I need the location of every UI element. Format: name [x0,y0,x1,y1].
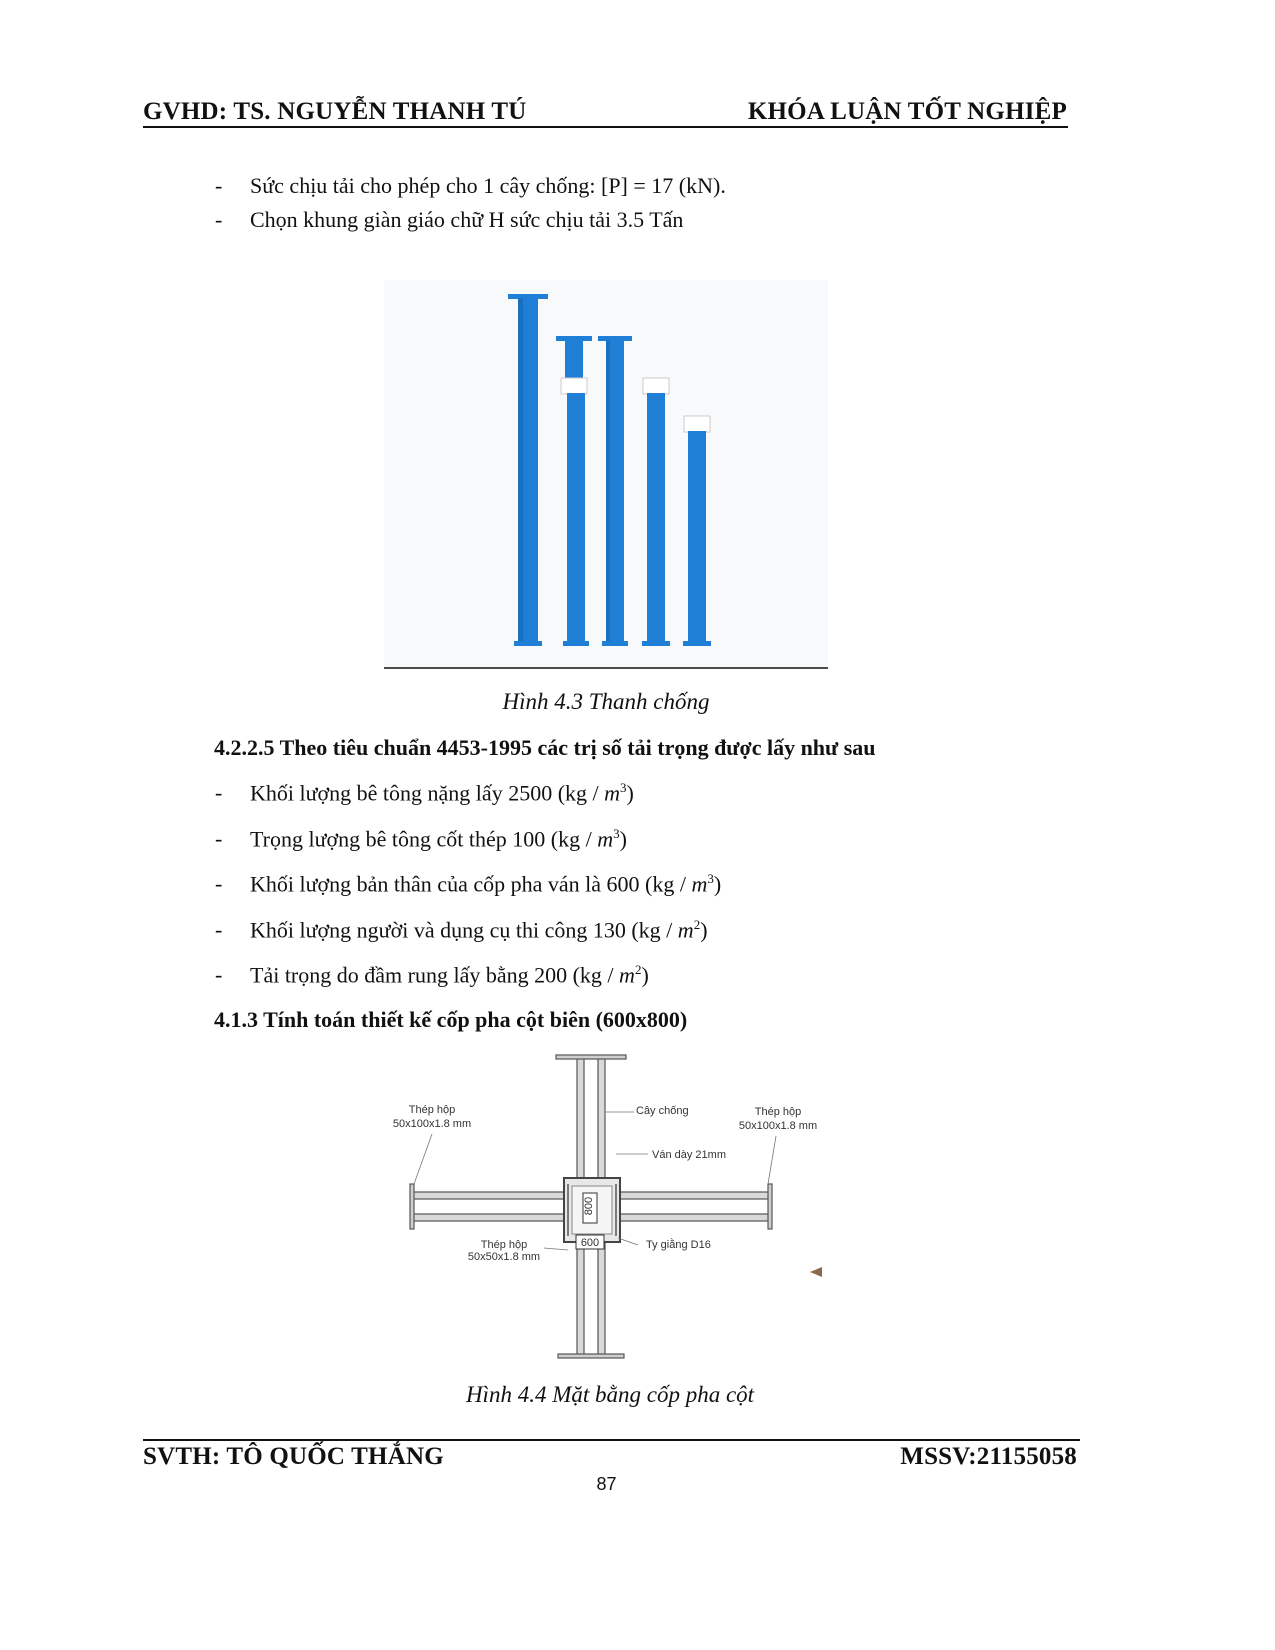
label-right-steel-1: Thép hộp [754,1106,802,1118]
bullet-dash: - [215,871,223,896]
section-4225-title: 4.2.2.5 Theo tiêu chuẩn 4453-1995 các trị số tải trọng được lấy như sau [214,735,876,760]
stray-mark [810,1267,822,1277]
header-rule [143,126,1068,128]
left-cap-plate [410,1184,414,1229]
figure-props-image [384,280,828,672]
bullet-dash: - [215,207,223,232]
load-item-1: Khối lượng bê tông nặng lấy 2500 $(kg / m^3)$ [250,780,634,806]
figure-formwork-caption: Hình 4.4 Mặt bằng cốp pha cột [465,1382,755,1407]
header-thesis-title: KHÓA LUẬN TỐT NGHIỆP [747,98,1067,125]
label-small-steel-2: 50x50x1.8 mm [467,1251,541,1263]
label-tie-rod: Ty giằng D16 [646,1239,711,1251]
label-prop: Cây chống [636,1105,689,1117]
label-left-steel-1: Thép hộp [408,1104,456,1116]
page-number: 87 [596,1474,617,1494]
load-item-3: Khối lượng bản thân của cốp pha ván là 600 $(kg / m^3)$ [250,871,722,897]
bullet-dash: - [215,173,223,198]
load-item-5: Tải trọng do đầm rung lấy bằng 200 $(kg / m^2)$ [250,962,649,988]
top-cap-plate [556,1055,626,1059]
figure-props-caption: Hình 4.3 Thanh chống [502,689,710,714]
dim-600-text: 600 [580,1237,600,1249]
bullet-dash: - [215,780,223,805]
label-small-steel-1: Thép hộp [480,1239,528,1251]
section-413-title: 4.1.3 Tính toán thiết kế cốp pha cột biên (600x800) [214,1007,688,1032]
footer-student: SVTH: TÔ QUỐC THẮNG [143,1443,444,1470]
right-cap-plate [768,1184,772,1229]
label-left-steel-2: 50x100x1.8 mm [392,1118,472,1130]
label-right-steel-2: 50x100x1.8 mm [738,1120,818,1132]
figure-formwork-plan [380,1050,840,1365]
load-item-4: Khối lượng người và dụng cụ thi công 130 $(kg / m^2)$ [250,917,708,943]
intro-bullet-1: Sức chịu tải cho phép cho 1 cây chống: [P] = 17 (kN). [250,173,726,198]
load-item-2: Trọng lượng bê tông cốt thép 100 $(kg / m^3)$ [250,826,627,852]
right-beam-top [616,1192,770,1199]
top-beam-left [577,1058,584,1186]
footer-rule [143,1439,1080,1441]
right-beam-bottom [616,1214,770,1221]
bottom-beam-left [577,1240,584,1356]
bullet-dash: - [215,826,223,851]
bullet-dash: - [215,962,223,987]
left-beam-top [412,1192,568,1199]
header-advisor: GVHD: TS. NGUYỄN THANH TÚ [143,98,527,125]
bottom-cap-plate [558,1354,624,1358]
bottom-beam-right [598,1240,605,1356]
footer-student-id: MSSV:21155058 [900,1443,1077,1470]
label-plank: Ván dày 21mm [652,1149,726,1161]
dim-800-text: 800 [583,1196,595,1216]
left-beam-bottom [412,1214,568,1221]
bullet-dash: - [215,917,223,942]
top-beam-right [598,1058,605,1186]
intro-bullet-2: Chọn khung giàn giáo chữ H sức chịu tải 3.5 Tấn [250,207,684,232]
